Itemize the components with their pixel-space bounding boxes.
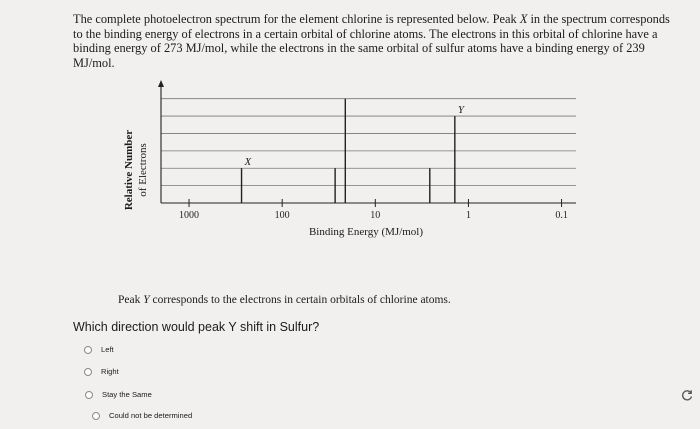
option-left-label: Left <box>101 345 114 354</box>
option-could-not-be-determined-label: Could not be determined <box>109 411 193 420</box>
peak-caption-part1: Peak <box>118 294 144 306</box>
peak-x-symbol: X <box>519 12 528 26</box>
x-axis-label: Binding Energy (MJ/mol) <box>308 226 424 238</box>
x-tick-label: 10 <box>370 210 381 221</box>
peak-label: X <box>244 156 252 169</box>
x-tick-label: 100 <box>274 210 290 221</box>
x-tick-label: 1000 <box>179 210 200 221</box>
sync-icon[interactable] <box>680 388 694 402</box>
option-stay-the-same[interactable] <box>85 390 152 399</box>
problem-text-part2: in the spectrum corresponds to the binding energy of electrons in a certain orbital of chlorine atoms. The electrons in this orbital of chlorine have a binding energy of 273 MJ/mol, while the electrons in the same orbital of sulfur atoms have a binding energy of 239 MJ/mol. <box>73 12 670 70</box>
y-axis-label-line2: of Electrons <box>137 143 149 197</box>
option-stay-the-same-label: Stay the Same <box>102 390 152 399</box>
option-right-label: Right <box>101 367 119 376</box>
radio-could-not-be-determined[interactable] <box>92 412 100 420</box>
peak-label: Y <box>457 104 464 117</box>
chart-grid <box>161 99 576 186</box>
option-right[interactable] <box>84 367 119 376</box>
option-could-not-be-determined[interactable] <box>92 411 192 420</box>
y-axis-arrow <box>158 80 164 87</box>
radio-right[interactable] <box>84 368 92 376</box>
problem-text <box>73 12 673 70</box>
peak-caption-part2: corresponds to the electrons in certain orbitals of chlorine atoms. <box>149 294 451 306</box>
problem-text-part1: The complete photoelectron spectrum for the element chlorine is represented below. Peak <box>73 12 520 26</box>
radio-left[interactable] <box>84 346 92 354</box>
question-text: Which direction would peak Y shift in Sulfur? <box>73 320 320 334</box>
peak-y-symbol: Y <box>143 294 150 306</box>
option-left[interactable] <box>84 345 114 354</box>
x-tick-label: 0.1 <box>555 210 568 221</box>
peak-y-caption <box>118 294 451 306</box>
photoelectron-spectrum-chart <box>118 78 578 248</box>
y-axis-label-line1: Relative Number <box>123 129 135 211</box>
x-tick-label: 1 <box>465 210 471 221</box>
radio-stay-the-same[interactable] <box>85 391 93 399</box>
chart-x-ticks <box>179 199 568 221</box>
